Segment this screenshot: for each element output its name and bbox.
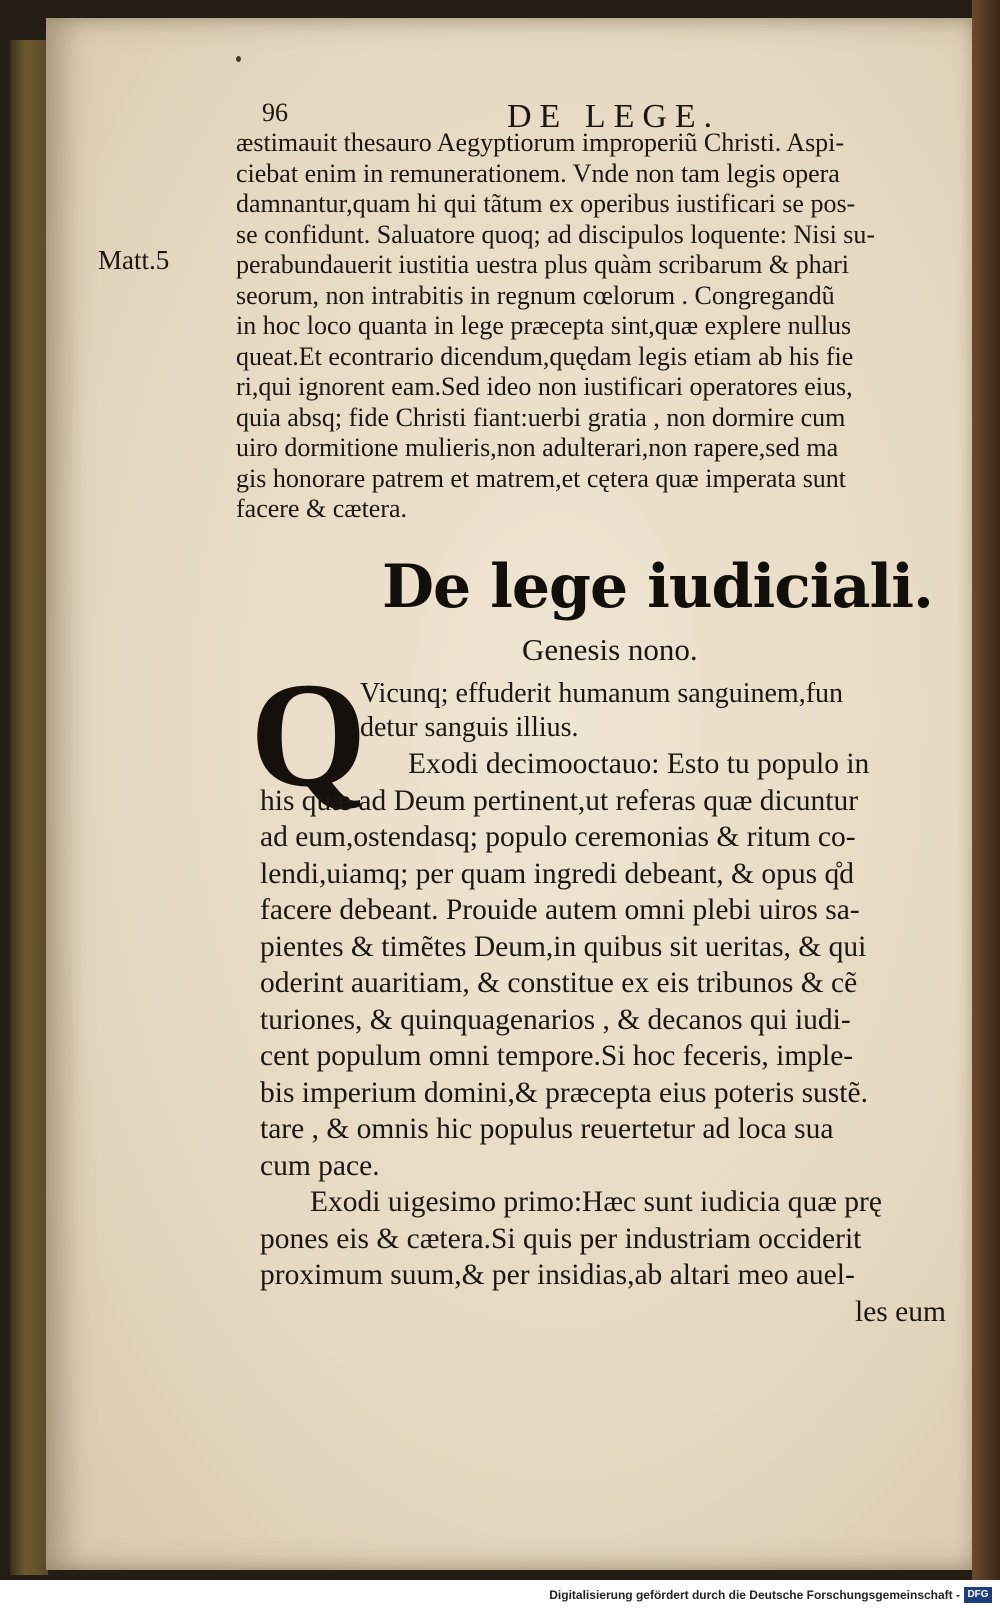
dfg-logo: DFG (964, 1587, 992, 1603)
text-line: æstimauit thesauro Aegyptiorum improperiũ Christi. Aspi- (236, 128, 845, 157)
text-line: quia absq; fide Christi fiant:uerbi gratia , non dormire cum (236, 402, 846, 432)
text-line: turiones, & quinquagenarios , & decanos qui iudi- (260, 1003, 851, 1036)
text-line: tare , & omnis hic populus reuertetur ad loca sua (260, 1113, 834, 1145)
section-subheading: Genesis nono. (522, 632, 698, 667)
text-line: Exodi uigesimo primo:Hæc sunt iudicia quæ prę (310, 1186, 882, 1218)
text-line: ri,qui ignorent eam.Sed ideo non iustificari operatores eius, (236, 372, 853, 401)
text-line: in hoc loco quanta in lege præcepta sint,quæ explere nullus (236, 311, 852, 340)
decorated-initial: Q (250, 652, 367, 818)
text-line: ciebat enim in remunerationem. Vnde non tam legis opera (236, 158, 840, 188)
page-edge (972, 0, 1000, 1580)
page-number: 96 (262, 98, 288, 127)
text-line: pientes & timẽtes Deum,in quibus sit ueritas, & qui (260, 930, 867, 963)
margin-note: Matt.5 (98, 245, 170, 275)
section-heading: De lege iudiciali. (382, 552, 933, 622)
book-spine (10, 40, 48, 1575)
text-line: pones eis & cætera.Si quis per industriam occiderit (260, 1222, 862, 1255)
text-line: gis honorare patrem et matrem,et cętera quæ imperata sunt (236, 463, 847, 493)
text-line: facere debeant. Prouide autem omni plebi uiros sa- (260, 894, 860, 926)
text-line: proximum suum,& per insidias,ab altari meo auel- (260, 1259, 855, 1291)
text-line: les eum (855, 1295, 946, 1328)
text-line: uiro dormitione mulieris,non adulterari,non rapere,sed ma (236, 433, 839, 462)
text-line: queat.Et econtrario dicendum,quędam legis etiam ab his fie (236, 341, 854, 371)
text-line: oderint auaritiam, & constitue ex eis tribunos & cẽ (260, 967, 858, 999)
text-line: ad eum,ostendasq; populo ceremonias & ritum co- (260, 821, 856, 853)
text-line: cent populum omni tempore.Si hoc feceris, imple- (260, 1040, 854, 1072)
text-line: perabundauerit iustitia uestra plus quàm scribarum & phari (236, 250, 849, 279)
text-line: bis imperium domini,& præcepta eius poteris sustẽ. (260, 1076, 868, 1109)
text-line: seorum, non intrabitis in regnum cœlorum . Congregandũ (236, 280, 835, 310)
text-line: cum pace. (260, 1149, 380, 1182)
running-title: DE LEGE. (507, 98, 721, 135)
text-line: damnantur,quam hi qui tãtum ex operibus iustificari se pos- (236, 189, 856, 218)
text-line: lendi,uiamq; per quam ingredi debeant, & opus q̊d (260, 857, 854, 890)
footer-bar (0, 1580, 1000, 1612)
text-line: facere & cætera. (236, 494, 408, 523)
footer-credit: Digitalisierung gefördert durch die Deutsche Forschungsgemeinschaft - (549, 1588, 960, 1602)
text-line: detur sanguis illius. (360, 712, 579, 743)
text-line: Exodi decimooctauo: Esto tu populo in (408, 748, 870, 780)
text-line: se confidunt. Saluatore quoq; ad discipulos loquente: Nisi su- (236, 219, 876, 249)
text-line: Vicunq; effuderit humanum sanguinem,fun (360, 678, 844, 709)
text-line: his quæ ad Deum pertinent,ut referas quæ dicuntur (260, 784, 859, 817)
ink-speck (236, 56, 241, 62)
